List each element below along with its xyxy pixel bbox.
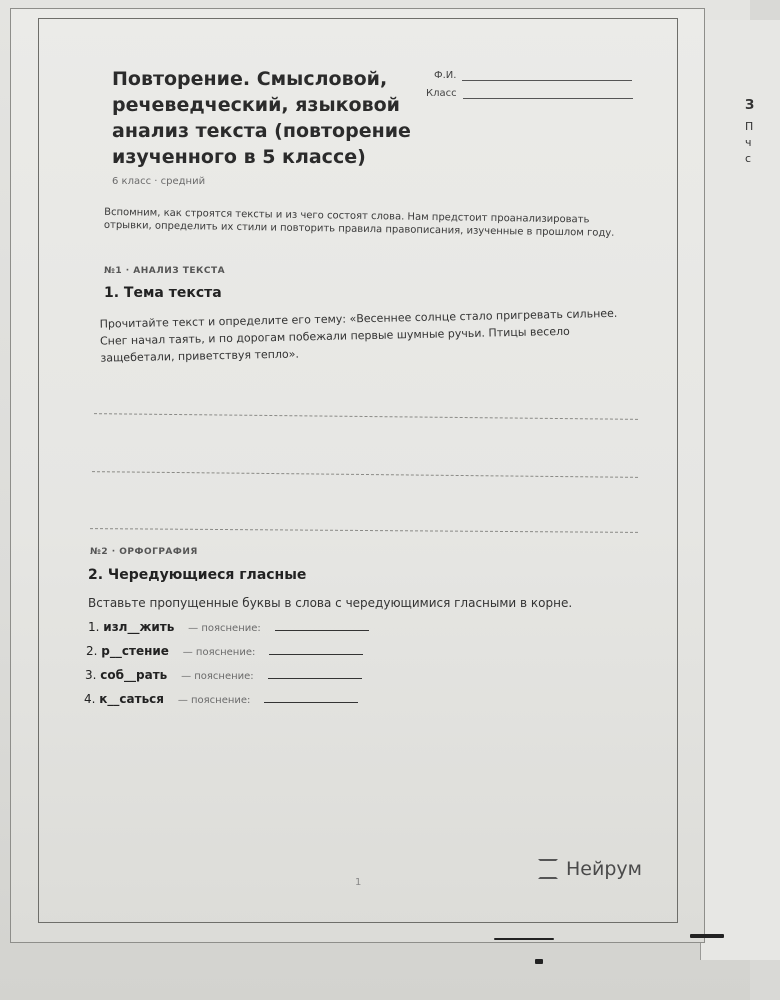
intro-text: Вспомним, как строятся тексты и из чего состоят слова. Нам предстоит проанализировать отрывки, определить их стили и повторить правила правописания, изученные в прошлом году. [103, 206, 615, 239]
task1-title: 1. Тема текста [104, 285, 222, 301]
next-page-edge [700, 20, 780, 960]
class-blank[interactable] [463, 89, 633, 99]
item-word: р__стение [101, 644, 169, 658]
item-word: изл__жить [103, 620, 175, 634]
task2-title: 2. Чередующиеся гласные [88, 567, 307, 583]
explanation-blank[interactable] [264, 695, 358, 703]
task2-tag: №2 · ОРФОГРАФИЯ [90, 547, 198, 557]
item-number: 3. [85, 668, 97, 682]
list-item [86, 644, 363, 658]
item-number: 1. [88, 620, 100, 634]
name-field[interactable] [434, 70, 632, 81]
bracket-logo-icon [538, 859, 558, 879]
name-label: Ф.И. [434, 70, 457, 81]
ink-smudge [494, 938, 554, 940]
item-note: — пояснение: [181, 671, 254, 682]
item-number: 2. [86, 644, 98, 658]
class-field[interactable] [426, 88, 633, 99]
peek-char: З [745, 98, 755, 113]
task2-instruction: Вставьте пропущенные буквы в слова с чередующимися гласными в корне. [88, 596, 573, 610]
item-word: к__саться [99, 692, 164, 706]
explanation-blank[interactable] [268, 671, 362, 679]
worksheet-title: Повторение. Смысловой, речеведческий, языковой анализ текста (повторение изученного в 5 классе) [112, 68, 411, 168]
ink-smudge [535, 959, 543, 964]
grade-level: 6 класс · средний [112, 176, 206, 187]
explanation-blank[interactable] [275, 623, 369, 631]
list-item [85, 668, 362, 682]
list-item [88, 620, 369, 634]
item-number: 4. [84, 692, 96, 706]
peek-char: ч [745, 136, 752, 149]
peek-char: с [745, 152, 752, 165]
peek-char: П [745, 120, 754, 133]
item-note: — пояснение: [177, 695, 251, 706]
item-note: — пояснение: [182, 647, 256, 658]
name-blank[interactable] [462, 71, 632, 81]
class-label: Класс [426, 88, 457, 99]
task1-tag: №1 · АНАЛИЗ ТЕКСТА [104, 266, 226, 276]
explanation-blank[interactable] [269, 647, 363, 655]
item-word: соб__рать [100, 668, 168, 682]
brand-logo [538, 858, 642, 880]
brand-name: Нейрум [566, 858, 642, 880]
task1-text: Прочитайте текст и определите его тему: «Весеннее солнце стало пригревать сильнее. Снег начал таять, и по дорогам побежали первые шумные ручьи. Птицы весело защебетали, приветствуя тепло». [99, 306, 618, 365]
page-number: 1 [355, 877, 362, 888]
item-note: — пояснение: [188, 623, 261, 634]
list-item [84, 692, 358, 706]
ink-smudge [690, 934, 724, 938]
